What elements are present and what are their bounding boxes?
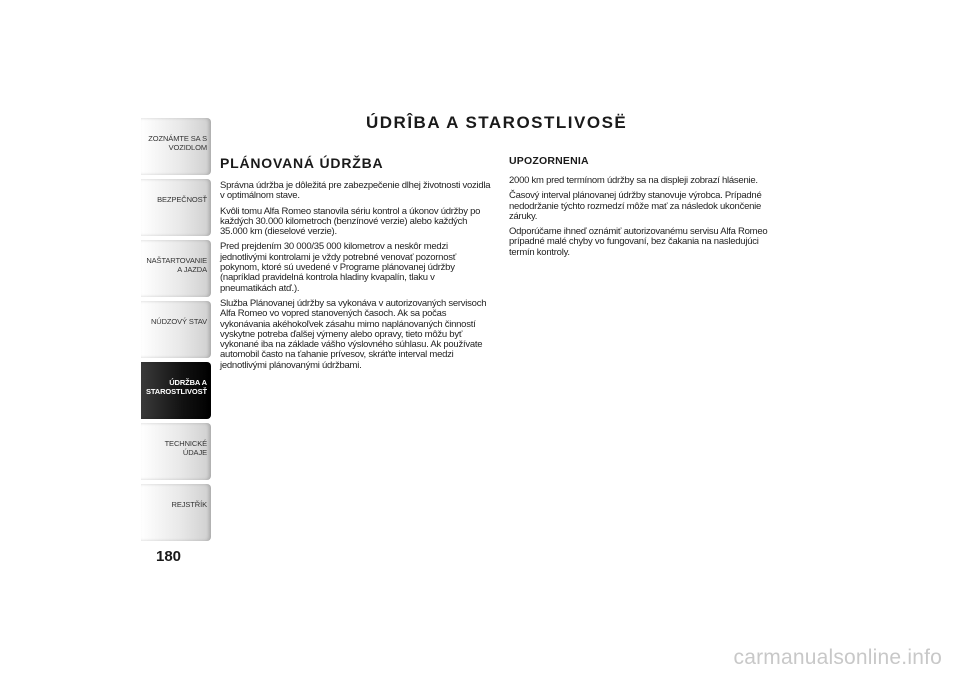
tab-nastartovanie[interactable] (141, 240, 211, 297)
right-column (509, 155, 779, 263)
paragraph: Časový interval plánovanej údržby stanovuje výrobca. Prípadné nedodržanie týchto rozmedzí môže mať za následok ukončenie záruky. (509, 190, 762, 222)
heading-planned-maintenance: PLÁNOVANÁ ÚDRŽBA (220, 155, 384, 171)
tab-bezpecnost[interactable] (141, 179, 211, 236)
watermark: carmanualsonline.info (733, 646, 942, 669)
tab-zoznamte-sa[interactable] (141, 118, 211, 175)
tab-label: REJSTŘÍK (171, 500, 207, 509)
tab-label: BEZPEČNOSŤ (157, 195, 207, 204)
tab-rejstrik[interactable] (141, 484, 211, 541)
paragraph: Pred prejdením 30 000/35 000 kilometrov a neskôr medzi jednotlivými kontrolami je vždy potrebné venovať pozornosť pokynom, ktoré sú uvedené v Programe plánovanej údržby (napríklad pravidelná kontrola hladiny kvapalín, tlaku v pneumatikách atď.). (220, 241, 457, 294)
tab-label: NAŠTARTOVANIE A JAZDA (146, 256, 207, 274)
paragraph: Služba Plánovanej údržby sa vykonáva v autorizovaných servisoch Alfa Romeo vo vopred stanovených časoch. Ak sa počas vykonávania akéhokoľvek zásahu mimo naplánovaných činností vyskytne potreba ďalšej výmeny alebo opravy, tieto môžu byť vykonané iba na základe vášho výslovného súhlasu. Ak používate automobil často na ťahanie prívesov, skráťte interval medzi jednotlivými plánovanými údržbami. (220, 297, 487, 371)
tab-label: ÚDRŽBA A STAROSTLIVOSŤ (145, 378, 207, 396)
tab-nudzovy-stav[interactable] (141, 301, 211, 358)
tab-label: NÚDZOVÝ STAV (150, 317, 207, 326)
page-number: 180 (156, 548, 182, 565)
paragraph: Kvôli tomu Alfa Romeo stanovila sériu kontrol a úkonov údržby po každých 30.000 kilometroch (benzínové verzie) alebo každých 35.000 km (dieselové verzie). (220, 205, 481, 238)
tab-technicke-udaje[interactable] (141, 423, 211, 480)
left-column (220, 155, 492, 376)
paragraph: 2000 km pred termínom údržby sa na displeji zobrazí hlásenie. (509, 175, 758, 186)
tab-udrzba-active[interactable] (141, 362, 211, 419)
paragraph: Odporúčame ihneď oznámiť autorizovanému servisu Alfa Romeo prípadné malé chyby vo fungovaní, bez čakania na nasledujúci termín kontroly. (509, 226, 768, 258)
tab-label: ZOZNÁMTE SA S VOZIDLOM (148, 134, 207, 152)
section-title: ÚDRÎBA A STAROSTLIVOSË (366, 113, 628, 132)
heading-warnings: UPOZORNENIA (509, 155, 589, 167)
chapter-tabs (141, 118, 211, 545)
tab-label: TECHNICKÉ ÚDAJE (164, 439, 207, 457)
paragraph: Správna údržba je dôležitá pre zabezpečenie dlhej životnosti vozidla v optimálnom stave. (220, 180, 491, 202)
